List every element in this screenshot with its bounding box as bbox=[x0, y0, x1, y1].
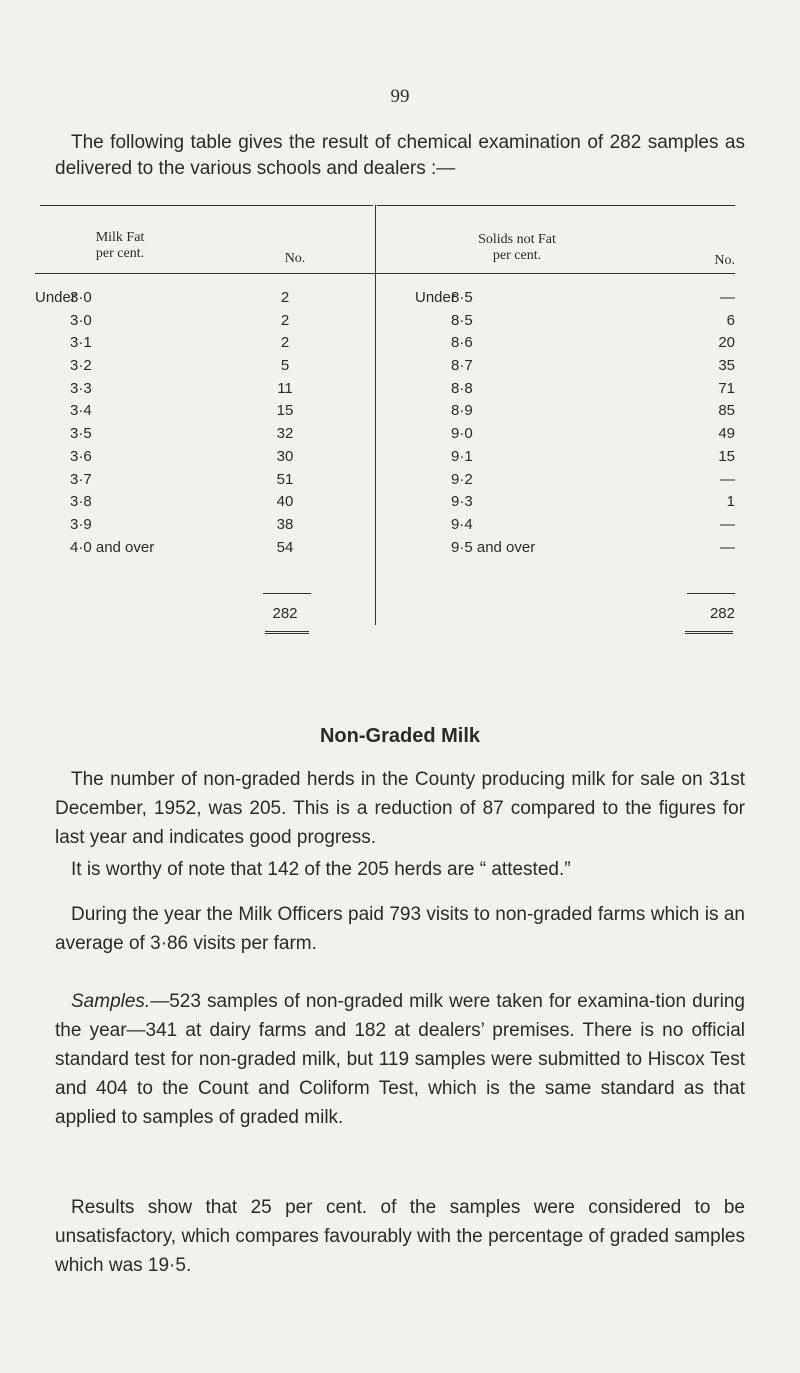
fat-value: 3·3 bbox=[70, 379, 92, 397]
solids-count: 35 bbox=[718, 357, 735, 375]
fat-value: 3·4 bbox=[70, 402, 92, 420]
total-right: 282 bbox=[709, 605, 735, 622]
header-no-left: No. bbox=[284, 251, 306, 266]
total-rule-right bbox=[687, 593, 735, 594]
total-left: 282 bbox=[272, 605, 298, 622]
section-title: Non-Graded Milk bbox=[319, 725, 480, 747]
table-header-rule bbox=[35, 273, 735, 274]
solids-value: 9·0 bbox=[451, 425, 473, 443]
samples-lead: Samples. bbox=[71, 991, 151, 1012]
header-solids-not-fat bbox=[437, 232, 597, 264]
table-row bbox=[35, 380, 735, 403]
paragraph-herds: The number of non-graded herds in the County producing milk for sale on 31st December, 1952, was 205. This is a reduction of 87 compared to the figures for last year and indicates good progress. bbox=[55, 769, 745, 848]
solids-count: 71 bbox=[718, 379, 735, 397]
page-number: 99 bbox=[390, 86, 410, 107]
paragraph-visits: During the year the Milk Officers paid 793 visits to non-graded farms which is an average of 3·86 visits per farm. bbox=[55, 904, 745, 954]
solids-prefix: Under bbox=[415, 289, 456, 306]
fat-count: 15 bbox=[276, 402, 294, 420]
solids-value: 9·1 bbox=[451, 447, 473, 465]
solids-value: 8·5 bbox=[451, 311, 473, 329]
table-row bbox=[35, 425, 735, 448]
table-row bbox=[35, 493, 735, 516]
solids-value: 8·7 bbox=[451, 357, 473, 375]
solids-count: — bbox=[720, 289, 735, 306]
fat-value: 3·7 bbox=[70, 470, 92, 488]
fat-value: 3·2 bbox=[70, 357, 92, 375]
solids-value: 9·4 bbox=[451, 515, 473, 533]
fat-value: 3·1 bbox=[70, 334, 92, 352]
header-milk-fat-line1: Milk Fat bbox=[95, 230, 145, 245]
header-solids-line2: per cent. bbox=[492, 248, 542, 263]
solids-count: 6 bbox=[726, 311, 735, 329]
header-no-right: No. bbox=[714, 253, 735, 268]
paragraph-attested: It is worthy of note that 142 of the 205 herds are “ attested.” bbox=[71, 859, 571, 880]
fat-count: 51 bbox=[276, 470, 294, 488]
solids-count: 49 bbox=[718, 425, 735, 443]
table-row bbox=[35, 289, 735, 312]
table-row bbox=[35, 334, 735, 357]
table-row bbox=[35, 357, 735, 380]
table-row bbox=[35, 539, 735, 562]
milk-analysis-table bbox=[35, 205, 735, 625]
table-top-rule-right bbox=[377, 205, 735, 206]
fat-value: 3·5 bbox=[70, 425, 92, 443]
fat-value: 3·6 bbox=[70, 447, 92, 465]
fat-value: 3·9 bbox=[70, 515, 92, 533]
fat-count: 54 bbox=[276, 538, 294, 556]
double-rule-right bbox=[685, 631, 733, 634]
header-solids-line1: Solids not Fat bbox=[478, 232, 556, 247]
solids-count: 85 bbox=[718, 402, 735, 420]
fat-count: 40 bbox=[276, 493, 294, 511]
fat-count: 5 bbox=[280, 357, 290, 375]
solids-value: 9·2 bbox=[451, 470, 473, 488]
header-milk-fat bbox=[45, 230, 195, 262]
fat-value: 4·0 and over bbox=[70, 538, 155, 556]
table-body bbox=[35, 289, 735, 561]
fat-prefix: Under bbox=[35, 289, 76, 306]
fat-count: 30 bbox=[276, 447, 294, 465]
solids-count: — bbox=[720, 470, 735, 488]
fat-count: 32 bbox=[276, 425, 294, 443]
solids-value: 9·5 and over bbox=[451, 538, 536, 556]
solids-value: 9·3 bbox=[451, 493, 473, 511]
fat-count: 11 bbox=[277, 379, 293, 397]
fat-count: 2 bbox=[280, 311, 290, 329]
samples-body: —523 samples of non-graded milk were taken for examina-tion during the year—341 at dairy farms and 182 at dealers’ premises. There is no official standard test for non-graded milk, but 119 samples were submitted to Hiscox Test and 404 to the Count and Coliform Test, which is the same standard as that applied to samples of graded milk. bbox=[55, 991, 745, 1128]
paragraph-samples bbox=[55, 987, 745, 1132]
header-milk-fat-line2: per cent. bbox=[95, 246, 145, 261]
intro-paragraph: The following table gives the result of chemical examination of 282 samples as delivered to the various schools and dealers :— bbox=[55, 132, 745, 179]
table-row bbox=[35, 402, 735, 425]
table-row bbox=[35, 312, 735, 335]
solids-value: 8·5 bbox=[451, 289, 473, 306]
fat-value: 3·0 bbox=[70, 311, 92, 329]
table-row bbox=[35, 448, 735, 471]
total-rule-left bbox=[263, 593, 311, 594]
table-row bbox=[35, 516, 735, 539]
paragraph-results: Results show that 25 per cent. of the samples were considered to be unsatisfactory, which compares favourably with the percentage of graded samples which was 19·5. bbox=[55, 1197, 745, 1276]
fat-value: 3·8 bbox=[70, 493, 92, 511]
fat-value: 3·0 bbox=[70, 289, 92, 306]
double-rule-left bbox=[265, 631, 309, 634]
solids-count: 15 bbox=[718, 447, 735, 465]
solids-value: 8·6 bbox=[451, 334, 473, 352]
fat-count: 38 bbox=[276, 515, 294, 533]
solids-count: 1 bbox=[726, 493, 735, 511]
solids-count: — bbox=[720, 538, 735, 556]
fat-count: 2 bbox=[280, 289, 290, 306]
table-row bbox=[35, 471, 735, 494]
solids-count: — bbox=[720, 515, 735, 533]
solids-count: 20 bbox=[718, 334, 735, 352]
solids-value: 8·8 bbox=[451, 379, 473, 397]
table-top-rule-left bbox=[40, 205, 373, 206]
solids-value: 8·9 bbox=[451, 402, 473, 420]
fat-count: 2 bbox=[280, 334, 290, 352]
